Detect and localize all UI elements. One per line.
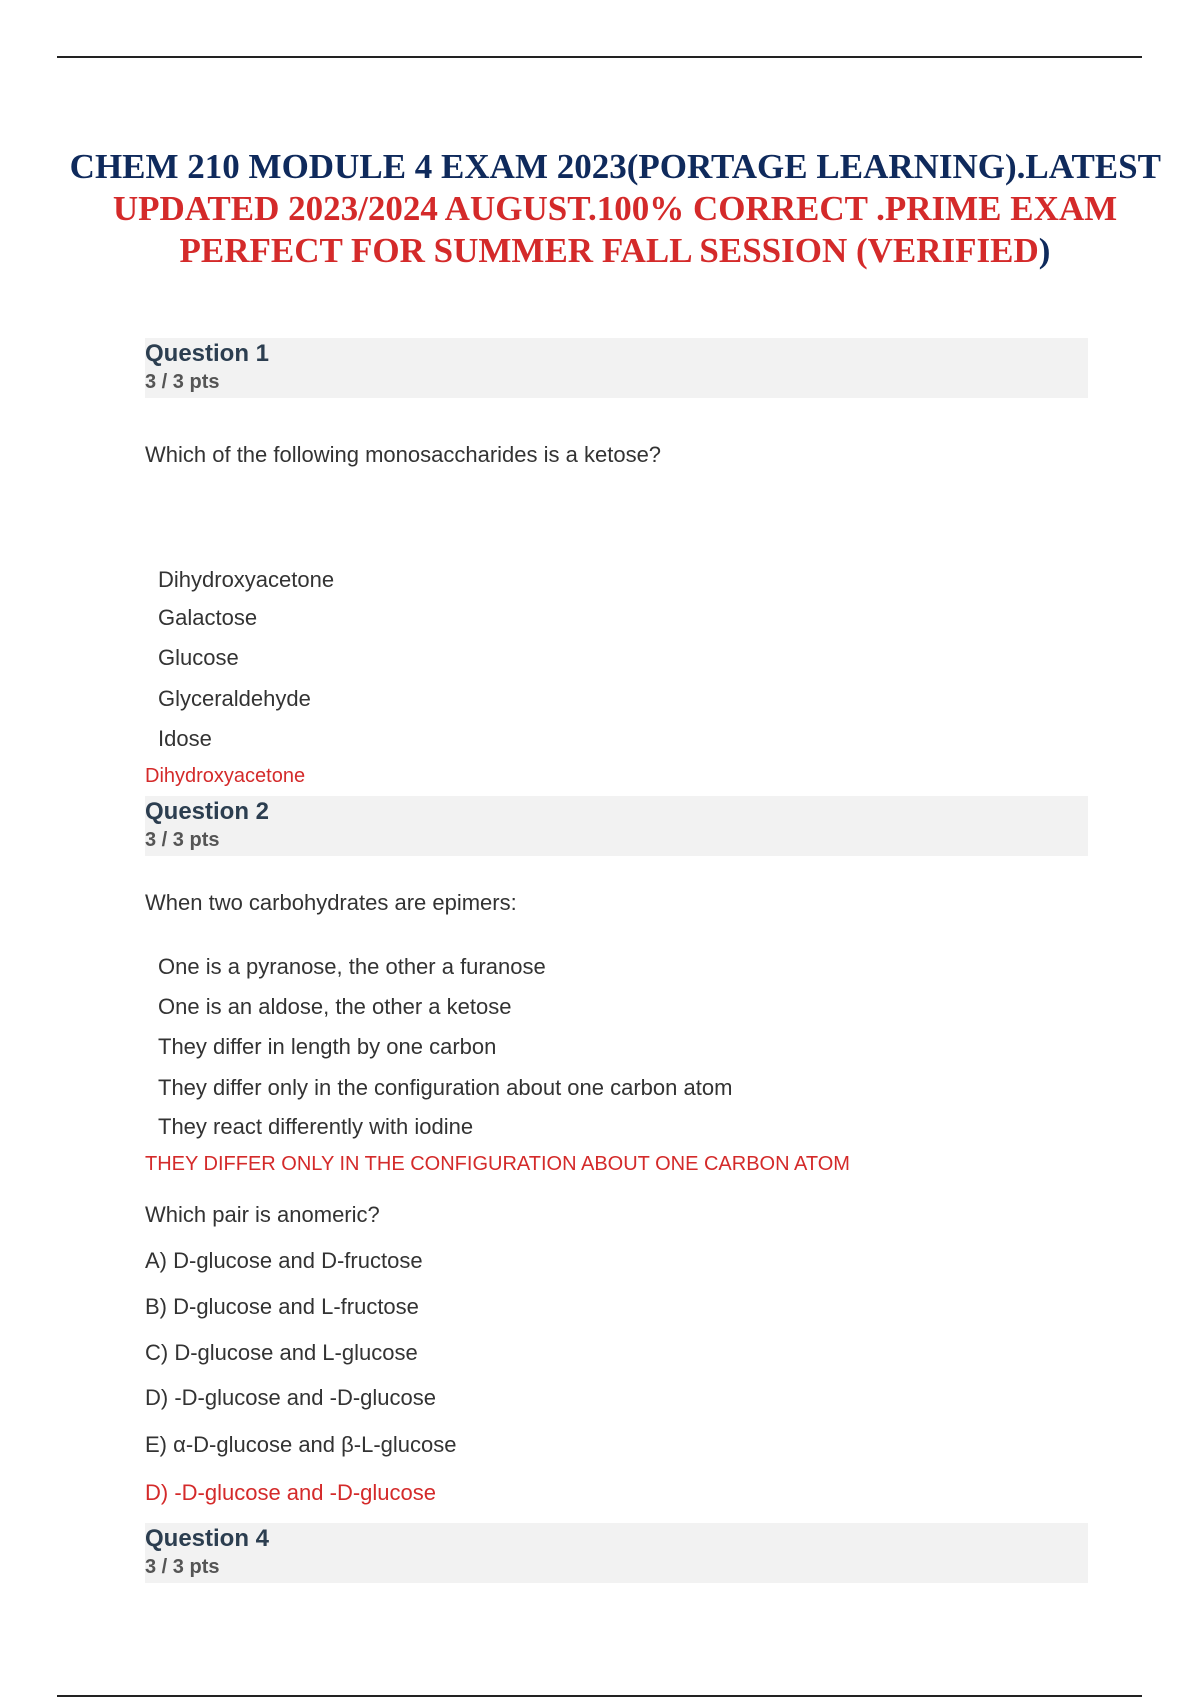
question-4-title: Question 4 bbox=[145, 1525, 270, 1552]
question-2-title: Question 2 bbox=[145, 798, 270, 825]
question-3-option-b: B) D-glucose and L-fructose bbox=[145, 1294, 419, 1319]
question-3-option-d: D) -D-glucose and -D-glucose bbox=[145, 1385, 436, 1410]
title-navy-part: CHEM 210 MODULE 4 EXAM 2023(PORTAGE LEARNING).LATEST bbox=[69, 147, 1161, 186]
question-1-option-5: Idose bbox=[158, 726, 212, 751]
question-2-answer: THEY DIFFER ONLY IN THE CONFIGURATION ABOUT ONE CARBON ATOM bbox=[145, 1153, 850, 1175]
document-title bbox=[60, 146, 1170, 272]
top-rule bbox=[57, 56, 1142, 58]
question-1-option-1: Dihydroxyacetone bbox=[158, 567, 335, 592]
question-3-answer: D) -D-glucose and -D-glucose bbox=[145, 1480, 436, 1505]
question-3-option-c: C) D-glucose and L-glucose bbox=[145, 1340, 418, 1365]
question-1-points: 3 / 3 pts bbox=[145, 371, 220, 393]
question-3-option-e: E) α-D-glucose and β-L-glucose bbox=[145, 1432, 457, 1457]
question-2-option-5: They react differently with iodine bbox=[158, 1114, 474, 1139]
question-2-option-1: One is a pyranose, the other a furanose bbox=[158, 954, 546, 979]
question-2-option-4: They differ only in the configuration about one carbon atom bbox=[158, 1075, 733, 1100]
question-1-title: Question 1 bbox=[145, 340, 270, 367]
question-1-option-2: Galactose bbox=[158, 605, 258, 630]
question-1-header bbox=[145, 338, 1088, 398]
question-3-option-a: A) D-glucose and D-fructose bbox=[145, 1248, 423, 1273]
question-4-points: 3 / 3 pts bbox=[145, 1556, 220, 1578]
question-2-option-3: They differ in length by one carbon bbox=[158, 1034, 497, 1059]
question-2-header bbox=[145, 796, 1088, 856]
question-2-points: 3 / 3 pts bbox=[145, 829, 220, 851]
title-end-part: ) bbox=[1038, 231, 1051, 270]
question-1-answer: Dihydroxyacetone bbox=[145, 765, 306, 787]
question-3-prompt: Which pair is anomeric? bbox=[145, 1202, 380, 1227]
question-4-header bbox=[145, 1523, 1088, 1583]
question-2-prompt: When two carbohydrates are epimers: bbox=[145, 890, 517, 915]
question-2-option-2: One is an aldose, the other a ketose bbox=[158, 994, 512, 1019]
question-1-prompt: Which of the following monosaccharides is a ketose? bbox=[145, 442, 662, 467]
bottom-rule bbox=[57, 1695, 1142, 1697]
question-1-option-3: Glucose bbox=[158, 645, 239, 670]
question-1-option-4: Glyceraldehyde bbox=[158, 686, 311, 711]
title-red-part: UPDATED 2023/2024 AUGUST.100% CORRECT .PRIME EXAM PERFECT FOR SUMMER FALL SESSION (VERIFIED bbox=[112, 189, 1118, 270]
